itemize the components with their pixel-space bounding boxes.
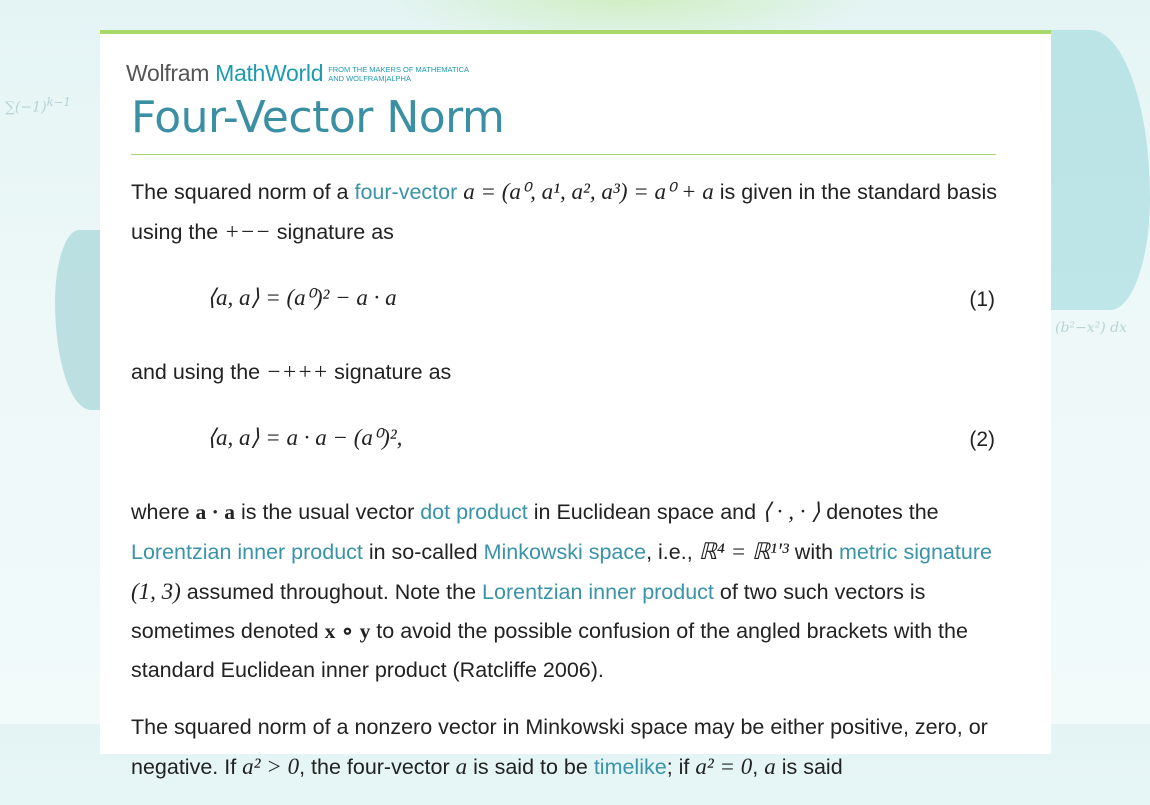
text: , the four-vector [299,755,456,779]
text: is said to be [467,755,594,779]
paragraph [131,352,1001,392]
text: of two such vectors is sometimes denoted [131,580,926,643]
tagline-line-2: AND WOLFRAM|ALPHA [328,73,411,83]
equation-number: (1) [969,288,995,311]
equation-2 [131,410,1001,472]
text: assumed throughout. Note the [180,580,483,604]
logo-tagline [328,65,469,83]
text: , [752,755,765,779]
link-lorentzian-inner-product[interactable]: Lorentzian inner product [482,580,714,604]
page-title: Four-Vector Norm [131,92,505,143]
math: a = (a⁰, a¹, a², a³) = a⁰ + a [463,179,714,204]
equation-formula: ⟨a, a⟩ = (a⁰)² − a · a [207,285,397,310]
math: a² > 0 [242,754,300,779]
math: a [455,754,468,779]
math: −+++ [266,359,329,384]
logo-wolfram: Wolfram [126,60,210,86]
equation-number: (2) [969,428,995,451]
math: a · a [195,500,235,524]
text: The squared norm of a nonzero vector in Minkowski space may be either positive, zero, or negative. If [131,715,988,779]
background-shape [1050,30,1150,310]
text: signature as [270,220,394,244]
paragraph [131,172,1001,252]
math: ⟨ · , · ⟩ [762,499,821,524]
background-formula: $\sum(-1)^{k-1}$ [5,95,71,116]
link-dot-product[interactable]: dot product [420,500,528,524]
math: (1, 3) [131,579,181,604]
text: signature as [328,360,452,384]
title-divider [131,154,996,155]
link-minkowski-space[interactable]: Minkowski space [483,540,647,564]
text: , i.e., [646,540,699,564]
math: +−− [224,219,271,244]
paragraph [131,708,1001,787]
text: in so-called [362,540,484,564]
text: is the usual vector [234,500,421,524]
math: x ∘ y [324,619,371,643]
text: in Euclidean space and [527,500,763,524]
link-timelike[interactable]: timelike [593,755,667,779]
math: a [764,754,776,779]
background-formula: (b²−x²) dx [1055,320,1128,336]
article-body [131,172,1001,805]
equation-formula: ⟨a, a⟩ = a · a − (a⁰)², [207,425,403,450]
link-metric-signature[interactable]: metric signature [839,540,992,564]
link-four-vector[interactable]: four-vector [354,180,458,204]
math: ℝ⁴ = ℝ¹'³ [698,539,789,564]
mathworld-logo[interactable] [126,60,469,87]
text: is said [775,755,843,779]
link-lorentzian-inner-product[interactable]: Lorentzian inner product [131,540,363,564]
text: ; if [666,755,696,779]
equation-1 [131,270,1001,332]
text: is given in the standard basis using the [131,180,997,244]
tagline-line-1: FROM THE MAKERS OF MATHEMATICA [328,64,470,74]
text: The squared norm of a [131,180,355,204]
text: where [131,500,196,524]
logo-mathworld: MathWorld [215,60,324,86]
text: to avoid the possible confusion of the angled brackets with the standard Euclidean inner product (Ratcliffe 2006). [131,619,968,682]
article-card [100,30,1051,779]
paragraph [131,492,1001,690]
text: with [788,540,840,564]
text: and using the [131,360,267,384]
math: a² = 0 [695,754,753,779]
text: denotes the [820,500,939,524]
